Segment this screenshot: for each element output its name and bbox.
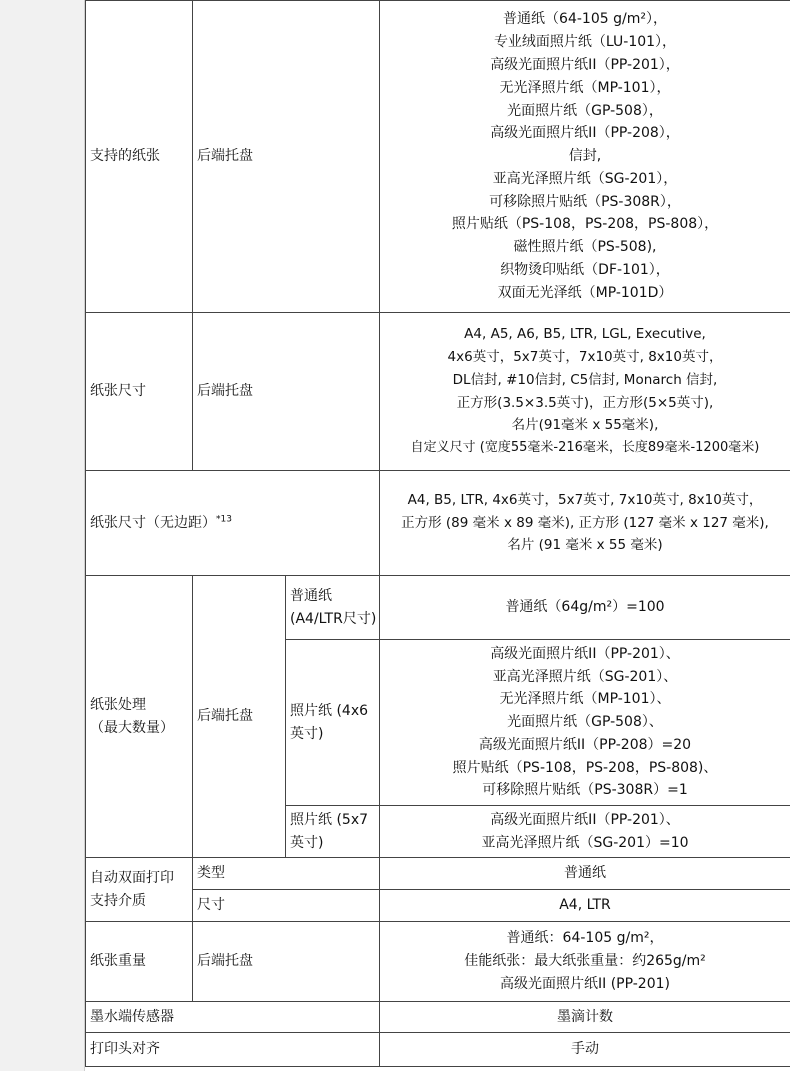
label-paper-sizes: 纸张尺寸 (86, 313, 193, 471)
value-line: 普通纸（64-105 g/m²）， (503, 11, 667, 28)
sub-rear-tray: 后端托盘 (193, 1, 380, 313)
sub-rear-tray: 后端托盘 (193, 576, 286, 858)
value-paper-types (380, 1, 790, 313)
value-line: A4, A5, A6, B5, LTR, LGL, Executive, (464, 326, 706, 343)
row-head-align (86, 1033, 790, 1067)
value-line: 名片 (91 毫米 x 55 毫米) (507, 537, 663, 554)
capacity-item-value (380, 576, 790, 640)
duplex-size-label: 尺寸 (193, 890, 380, 922)
value-line: 高级光面照片纸II（PP-208）=20 (478, 736, 692, 753)
value-ink-sensor: 墨滴计数 (380, 1002, 790, 1033)
value-line: 高级光面照片纸II（PP-201）、 (490, 645, 680, 662)
capacity-item-value (380, 806, 790, 858)
row-paper-types (86, 1, 790, 313)
footnote-marker: *13 (216, 513, 232, 524)
label-line: (A4/LTR尺寸) (290, 610, 377, 627)
label-capacity (86, 576, 193, 858)
value-line: 高级光面照片纸II（PP-208）， (490, 125, 680, 142)
capacity-item-value (380, 640, 790, 806)
row-ink-sensor (86, 1002, 790, 1033)
row-duplex-type (86, 858, 790, 890)
value-paper-sizes (380, 313, 790, 471)
value-line: 名片(91毫米 x 55毫米), (511, 417, 659, 434)
value-line: 普通纸（64g/m²）=100 (505, 599, 665, 616)
value-line: 亚高光泽照片纸（SG-201）=10 (481, 834, 689, 851)
duplex-size-value: A4, LTR (380, 890, 790, 922)
value-line: 织物烫印贴纸（DF-101）， (500, 262, 670, 279)
label-line: 自动双面打印 (90, 869, 174, 886)
value-line: 高级光面照片纸II（PP-201）、 (490, 811, 680, 828)
label-line: 照片纸 (4x6 (290, 702, 369, 719)
value-line: A4, B5, LTR, 4x6英寸，5x7英寸, 7x10英寸, 8x10英寸， (407, 491, 763, 508)
value-line: DL信封, #10信封, C5信封, Monarch 信封, (452, 371, 718, 388)
row-weight (86, 922, 790, 1002)
value-line: 亚高光泽照片纸（SG-201）， (492, 170, 678, 187)
label-line: （最大数量） (90, 719, 174, 736)
value-line: 无光泽照片纸（MP-101）， (499, 79, 671, 96)
value-line: 自定义尺寸 (宽度55毫米-216毫米，长度89毫米-1200毫米) (410, 440, 760, 456)
label-line: 纸张处理 (90, 696, 146, 713)
value-line: 正方形(3.5×3.5英寸)，正方形(5×5英寸), (456, 394, 714, 411)
label-head-align: 打印头对齐 (86, 1033, 380, 1067)
label-line: 普通纸 (290, 587, 332, 604)
value-line: 4x6英寸，5x7英寸，7x10英寸, 8x10英寸， (447, 348, 723, 365)
label-ink-sensor: 墨水端传感器 (86, 1002, 380, 1033)
label-line: 英寸) (290, 834, 324, 851)
label-weight: 纸张重量 (86, 922, 193, 1002)
capacity-item-label (286, 806, 380, 858)
left-margin-panel (0, 0, 85, 1071)
value-weight (380, 922, 790, 1002)
value-line: 可移除照片贴纸（PS-308R）=1 (482, 782, 688, 799)
row-borderless (86, 471, 790, 576)
spec-table (85, 0, 790, 1067)
value-line: 亚高光泽照片纸（SG-201）、 (492, 668, 678, 685)
label-borderless-text: 纸张尺寸（无边距） (90, 514, 216, 531)
value-line: 双面无光泽纸（MP-101D） (497, 284, 673, 301)
capacity-item-label (286, 576, 380, 640)
value-line: 无光泽照片纸（MP-101）、 (499, 691, 671, 708)
label-paper-types: 支持的纸张 (86, 1, 193, 313)
value-line: 可移除照片贴纸（PS-308R）， (489, 193, 681, 210)
duplex-type-label: 类型 (193, 858, 380, 890)
value-line: 佳能纸张：最大纸张重量：约265g/m² (464, 953, 706, 970)
value-line: 专业绒面照片纸（LU-101）， (493, 34, 677, 51)
value-head-align: 手动 (380, 1033, 790, 1067)
label-duplex (86, 858, 193, 922)
duplex-type-value: 普通纸 (380, 858, 790, 890)
value-line: 高级光面照片纸II（PP-201）， (490, 56, 680, 73)
sub-rear-tray: 后端托盘 (193, 313, 380, 471)
value-borderless (380, 471, 790, 576)
value-line: 高级光面照片纸II (PP-201) (500, 975, 670, 992)
value-line: 光面照片纸（GP-508）， (507, 102, 663, 119)
value-line: 普通纸：64-105 g/m²， (506, 930, 664, 947)
capacity-item-label (286, 640, 380, 806)
label-borderless (86, 471, 380, 576)
sub-rear-tray: 后端托盘 (193, 922, 380, 1002)
value-line: 信封, (568, 148, 602, 165)
value-line: 光面照片纸（GP-508）、 (507, 714, 663, 731)
value-line: 正方形 (89 毫米 x 89 毫米), 正方形 (127 毫米 x 127 毫米), (401, 514, 769, 531)
row-capacity-plain (86, 576, 790, 640)
label-line: 英寸) (290, 725, 324, 742)
row-paper-sizes (86, 313, 790, 471)
label-line: 照片纸 (5x7 (290, 811, 369, 828)
value-line: 磁性照片纸（PS-508), (513, 239, 657, 256)
label-line: 支持介质 (90, 892, 146, 909)
value-line: 照片贴纸（PS-108，PS-208，PS-808)、 (452, 759, 718, 776)
value-line: 照片贴纸（PS-108，PS-208，PS-808）， (451, 216, 719, 233)
